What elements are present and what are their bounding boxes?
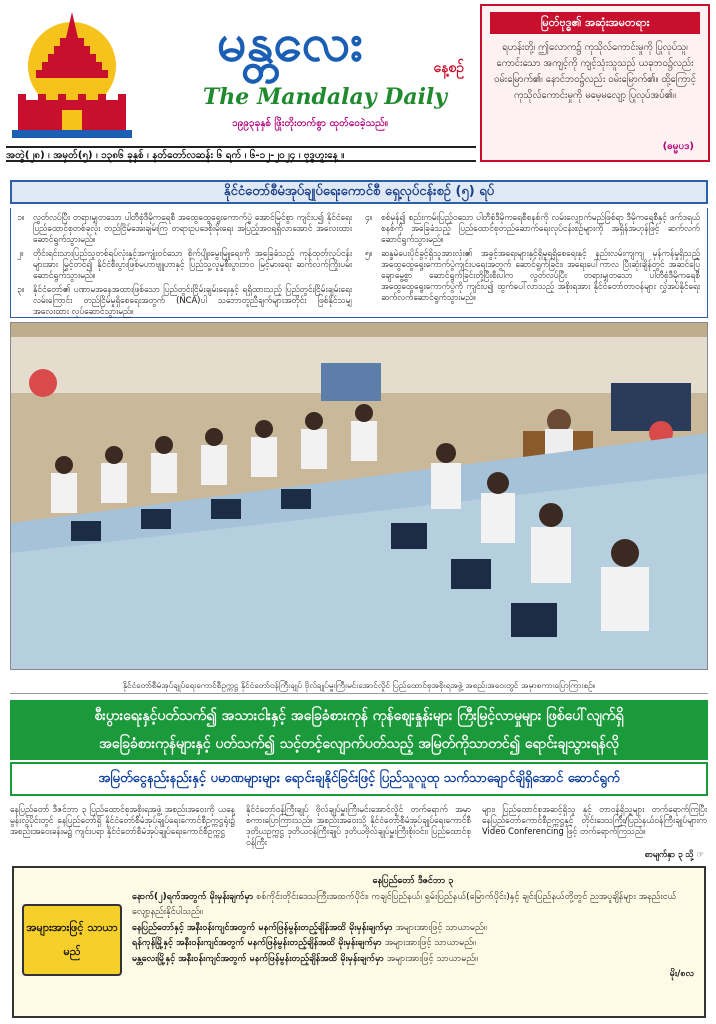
weather-line-lead: နေပြည်တော်နှင့် အနီးဝန်းကျင်အတွက် မနက်ဖြန်မွန်းတည့်ချိန်အထိ မိုးမှန်းချက်မှာ	[132, 922, 393, 933]
list-text: စစ်မှန်၍ စည်းကမ်းပြည့်ဝသော ပါတီစုံဒီမိုကရေစီစနစ်ကို လမ်းလျှောက်မည်ဖြစ်ရာ ဒီမိုကရေစီနှင့် ဖက်ဒရယ်စနစ်ကို အခြေခံသည့် ပြည်ထောင်စုတည်ဆောက်ရေးလုပ်ငန်းစဉ်များကို အရှိန်အဟုန်ဖြင့် ဆက်လက်ဆောင်ရွက်သွားမည်။	[381, 212, 700, 244]
issue-dateline: အတွဲ(၂၈) ၊ အမှတ်(၅) ၊ ၁၃၈၆ ခုနှစ် ၊ နတ်တော်လဆန်း ၆ ရက် ၊ ၆-၁၂-၂၀၂၄ ၊ ဗုဒ္ဓဟူးနေ့ ။	[6, 146, 476, 162]
list-number: ၅။	[365, 248, 373, 258]
photo-caption: နိုင်ငံတော်စီမံအုပ်ချုပ်ရေးကောင်စီဥက္ကဋ္ဌ နိုင်ငံတော်ဝန်ကြီးချုပ် ဗိုလ်ချုပ်မှူးကြီးမင်းအောင်လှိုင် ပြည်ထောင်စုအစိုးရအဖွဲ့ အစည်းအဝေးတွင် အမှာစကားပြောကြားစဉ်။	[10, 676, 708, 694]
lead-headline-line1: စီးပွားရေးနှင့်ပတ်သက်၍ အသားငါးနှင့် အခြေခံစားကုန် ကုန်စျေးနှုန်းများ ကြီးမြင့်လာမှုများ ဖြစ်ပေါ်လျက်ရှိ	[94, 708, 624, 724]
palace-logo	[8, 4, 136, 144]
list-item	[17, 284, 352, 317]
list-item	[17, 248, 352, 281]
weather-line	[132, 921, 694, 937]
tasks-column-right	[365, 212, 700, 306]
weather-dateline: နေပြည်တော် ဒီဇင်ဘာ ၃	[372, 876, 454, 886]
weather-body	[132, 874, 694, 983]
weather-line	[132, 936, 694, 952]
list-number: ၂။	[17, 248, 24, 258]
sub-headline: အမြတ်ငွေနည်းနည်းနှင့် ပမာဏများများ ရောင်းချနိုင်ခြင်းဖြင့် ပြည်သူလူထု သက်သာချောင်ချိရှိအောင် ဆောင်ရွက်	[10, 762, 708, 796]
motto-box	[480, 4, 710, 162]
weather-line-text: အများအားဖြင့် သာယာမည်။	[395, 922, 487, 933]
list-number: ၄။	[365, 212, 373, 222]
lead-headline-line2: အခြေခံစားကုန်များနှင့် ပတ်သက်၍ သင့်တင့်လျောက်ပတ်သည့် အမြတ်ကိုသာတင်၍ ရောင်းချသွားရန်လို	[99, 736, 619, 752]
weather-tag: မိုး/၈လ	[669, 969, 694, 979]
weather-line-text: အများအားဖြင့် သာယာမည်။	[386, 953, 478, 964]
headline-five-tasks: နိုင်ငံတော်စီမံအုပ်ချုပ်ရေးကောင်စီ ရှေ့လုပ်ငန်းစဉ် (၅) ရပ်	[10, 180, 708, 204]
motto-source: (ဓမ္မပဒ)	[662, 141, 694, 152]
masthead-title-mm: မန္တလေး	[216, 13, 364, 73]
meeting-photo	[10, 322, 708, 670]
weather-line-text: အများအားဖြင့် သာယာမည်။	[384, 938, 476, 948]
list-text: တိုင်းရင်းသားပြည်သူတစ်ရပ်လုံးနှင့်အကျုံးဝင်သော စိုက်ပျိုးမွေးမြူရေးကို အခြေခံသည့် ကုန်ထုတ်လုပ်ငန်းများအား မြှင့်တင်၍ နိုင်ငံစီးပွားဖြစ်မဟာဗျူဟာနှင့် ပြည်သူ့လူမှုစီးပွားဘဝ မြင့်မားရေး ဆက်လက်ကြိုးပမ်းဆောင်ရွက်သွားမည်။	[33, 248, 352, 280]
weather-line	[132, 890, 694, 921]
story-continued-link[interactable]: စာမျက်နှာ ၃ သို့ ☞	[644, 849, 704, 859]
list-item	[365, 212, 700, 245]
tasks-column-left	[17, 212, 352, 320]
weather-summary-badge: အများအားဖြင့် သာယာမည်	[22, 904, 122, 976]
list-text: နိုင်ငံတော်၏ ပဏာမအနေအထားဖြစ်သော ပြည်တွင်းငြိမ်းချမ်းရေးနှင့် ရရှိထားသည့် ပြည်တွင်းငြိမ်းချမ်းရေးလမ်းကြောင်း တည်ငြိမ်မှုရှိစေရေးအတွက် (NCA)ပါ သဘောတူညီချက်များအတိုင်း ဖြစ်နိုင်သမျှ အလေးထား လုပ်ဆောင်သွားမည်။	[33, 284, 352, 316]
lead-story	[10, 804, 708, 862]
story-column: နိုင်ငံတော်ဝန်ကြီးချုပ် ဗိုလ်ချုပ်မှူးကြီးမင်းအောင်လှိုင် တက်ရောက် အမှာစကားပြောကြားသည်။ အစည်းအဝေးသို့ နိုင်ငံတော်စီမံအုပ်ချုပ်ရေးကောင်စီ ဒုတိယဥက္ကဋ္ဌ ဒုတိယဝန်ကြီးချုပ် ဒုတိယဗိုလ်ချုပ်မှူးကြီးစိုးဝင်း၊ ပြည်ထောင်စုဝန်ကြီး	[246, 804, 471, 847]
list-text: ဆန္ဒမဲပေးပိုင်ခွင့်ရှိသူအားလုံး၏ အခွင့်အရေးများနှင့်ရှိမှုရရှိစေရေးနှင့် နည်းလမ်းကျကျ မှန်ကန်မှုရှိသည့် အထွေထွေရွေးကောက်ပွဲကျင်းပရေးအတွက် ဆောင်ရွက်ခြင်း၊ အရေးပေါ်ကာလ ပြီးဆုံးချိန်တွင် အဆင်ပြေချောမွေ့စွာ ဆောင်ရွက်ခြင်းတို့ပြီးစီးပါက လွတ်လပ်ပြီး တရားမျှတသော ပါတီစုံဒီမိုကရေစီ အထွေထွေရွေးကောက်ပွဲကို ကျင်းပ၍ ထွက်ပေါ်လာသည့် အစိုးရအား နိုင်ငံတော်တာဝန်များ လွှဲအပ်နိုင်ရေး ဆက်လက်ဆောင်ရွက်သွားမည်။	[381, 248, 700, 302]
five-tasks-list	[10, 208, 708, 318]
masthead-edition: နေ့စဉ်	[433, 60, 464, 76]
list-number: ၃။	[17, 284, 25, 294]
weather-line	[132, 952, 694, 968]
motto-title: မြတ်ဗုဒ္ဓ၏ အဆုံးအမတရား	[490, 12, 700, 34]
weather-line-lead: ရန်ကုန်မြို့နှင့် အနီးဝန်းကျင်အတွက် မနက်ဖြန်မွန်းတည့်ချိန်အထိ မိုးမှန်းချက်မှာ	[132, 938, 382, 948]
list-item	[365, 248, 700, 303]
list-text: လွတ်လပ်ပြီး တရားမျှတသော ပါတီစုံဒီမိုကရေစီ အထွေထွေရွေးကောက်ပွဲ အောင်မြင်စွာ ကျင်းပ၍ နိုင်ငံရေး ပြည်ထောင်စုတစ်ခုလုံး တည်ငြိမ်အေးချမ်းကြ တရားဥပဒေစိုးမိုးရေး အပြည့်အဝရရှိလာအောင် အလေးထားဆောင်ရွက်သွားမည်။	[33, 212, 352, 244]
masthead-title-en: The Mandalay Daily	[202, 84, 448, 110]
masthead-title	[140, 4, 470, 84]
list-number: ၁။	[17, 212, 25, 222]
lead-headline	[10, 700, 708, 760]
story-column: များ၊ ပြည်ထောင်စုအဆင့်ရှိသူ နှင့် တာဝန်ရှိသူများ တက်ရောက်ကြပြီး နေပြည်တော်ကောင်စီဥက္ကဋ္ဌနှင့် တိုင်းဒေသကြီး/ပြည်နယ်ဝန်ကြီးချုပ်များက Video Conferencing ဖြင့် တက်ရောက်ကြသည်။	[482, 804, 707, 836]
weather-line-text: စစ်ကိုင်းတိုင်းဒေသကြီးအထက်ပိုင်း၊ ကချင်ပြည်နယ်၊ ရှမ်းပြည်နယ်(မြောက်ပိုင်း)နှင့် ချင်းပြည်နယ်တို့တွင် ညအပူချိန်များ အနည်းငယ် လျော့နည်းနိုင်ပါသည်။	[132, 891, 677, 917]
list-item	[17, 212, 352, 245]
weather-line-lead: မန္တလေးမြို့နှင့် အနီးဝန်းကျင်အတွက် မနက်ဖြန်မွန်းတည့်ချိန်အထိ မိုးမှန်းချက်မှာ	[132, 953, 384, 964]
weather-line-lead: နောက်(၂)ရက်အတွက် မိုးမှန်းချက်မှာ	[132, 891, 254, 902]
masthead-tagline: ၁၉၉၃ခုနှစ် ဖြိုးတိုးတက်စွာ ထုတ်ဝေခဲ့သည်။	[232, 118, 388, 129]
motto-text: ရဟန်းတို့၊ ဤလောက၌ ကုသိုလ်ကောင်းမှုကို ပြုလုပ်သူ၊ ကောင်းသော အကျင့်ကို ကျင့်သုံးသူသည် ယခုဘဝ၌လည်း ဝမ်းမြောက်၏၊ နောင်ဘဝ၌လည်း ဝမ်းမြောက်၏။ ထို့ကြောင့် ကုသိုလ်ကောင်းမှုကို မမေ့မလျော့ ပြုလုပ်အပ်၏။	[494, 42, 696, 101]
story-column: နေပြည်တော် ဒီဇင်ဘာ ၃ ပြည်ထောင်စုအစိုးရအဖွဲ့ အစည်းအဝေးကို ယနေ့မွန်းလွဲပိုင်းတွင် နေပြည်တော်ရှိ နိုင်ငံတော်စီမံအုပ်ချုပ်ရေးကောင်စီဥက္ကဋ္ဌရုံး၌ အစည်းအဝေးခန်းမ၌ ကျင်းပရာ နိုင်ငံတော်စီမံအုပ်ချုပ်ရေးကောင်စီဥက္ကဋ္ဌ	[10, 804, 235, 836]
weather-notice	[12, 866, 706, 1018]
